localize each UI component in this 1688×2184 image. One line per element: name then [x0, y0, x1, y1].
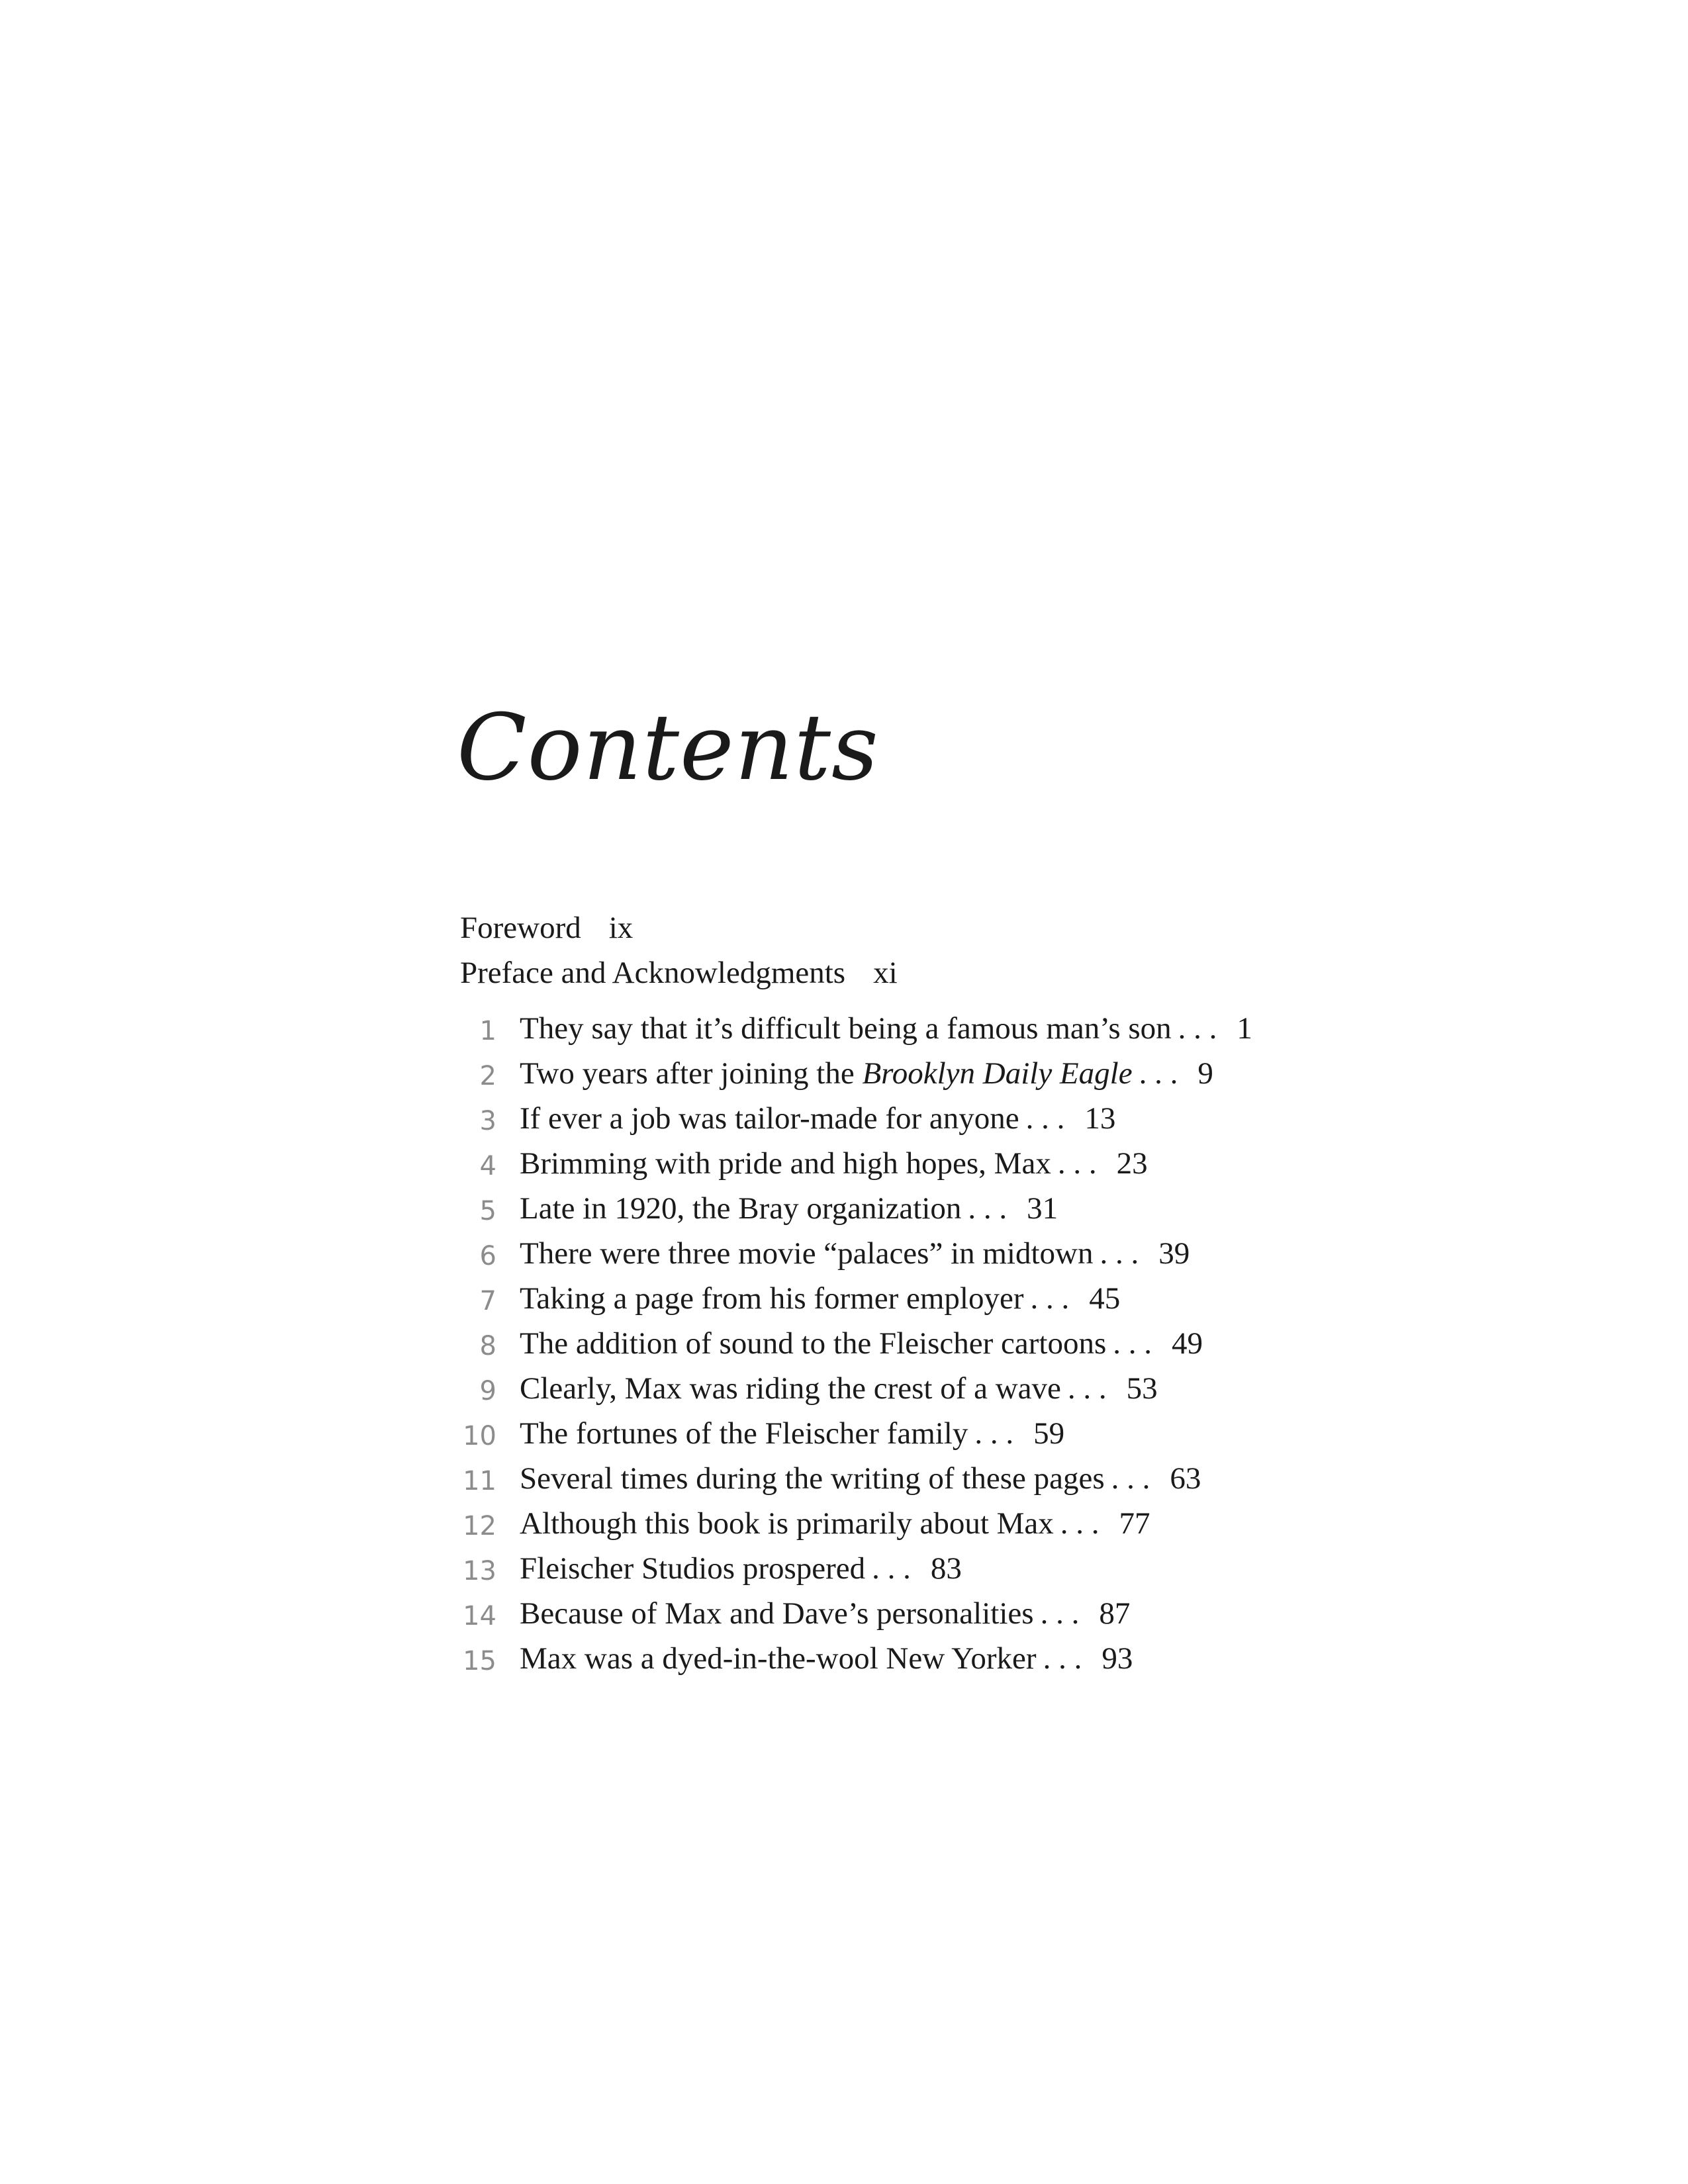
- chapter-number: 11: [463, 1466, 496, 1496]
- chapter-title: Brimming with pride and high hopes, Max: [520, 1146, 1051, 1181]
- front-matter-label: Foreword: [460, 911, 581, 945]
- chapter-page-number: 31: [1027, 1191, 1058, 1226]
- front-matter-label: Preface and Acknowledgments: [460, 956, 846, 990]
- chapter-page-number: 53: [1126, 1371, 1158, 1406]
- chapter-title: Late in 1920, the Bray organization: [520, 1191, 962, 1226]
- chapter-entry-text: [520, 1144, 1148, 1183]
- chapter-page-number: 77: [1119, 1506, 1150, 1541]
- chapter-page-number: 23: [1116, 1146, 1148, 1181]
- ellipsis: . . .: [1067, 1371, 1107, 1406]
- chapter-page-number: 13: [1084, 1101, 1116, 1136]
- ellipsis: . . .: [1111, 1461, 1150, 1496]
- chapter-page-number: 45: [1089, 1281, 1121, 1316]
- chapter-number: 12: [463, 1511, 496, 1541]
- ellipsis: . . .: [872, 1551, 911, 1586]
- chapter-title: Although this book is primarily about Max: [520, 1506, 1054, 1541]
- chapter-number: 10: [463, 1421, 496, 1451]
- chapter-entry-text: [520, 1369, 1158, 1408]
- ellipsis: . . .: [1040, 1596, 1080, 1631]
- chapter-entry-text: [520, 1504, 1150, 1543]
- ellipsis: . . .: [1030, 1281, 1070, 1316]
- ellipsis: . . .: [974, 1416, 1014, 1451]
- chapter-title: The fortunes of the Fleischer family: [520, 1416, 968, 1451]
- chapter-entry-text: [520, 1054, 1213, 1093]
- chapter-entry-text: [520, 1279, 1120, 1318]
- chapter-title: Max was a dyed-in-the-wool New Yorker: [520, 1641, 1037, 1676]
- chapter-entry-text: [520, 1459, 1201, 1498]
- chapter-title: Taking a page from his former employer: [520, 1281, 1024, 1316]
- chapter-title: Clearly, Max was riding the crest of a wave: [520, 1371, 1061, 1406]
- chapter-page-number: 59: [1033, 1416, 1065, 1451]
- chapter-entry-text: [520, 1234, 1190, 1273]
- chapter-page-number: 63: [1170, 1461, 1201, 1496]
- ellipsis: . . .: [1139, 1056, 1178, 1091]
- front-matter-entry-preface: [460, 953, 898, 993]
- chapter-page-number: 87: [1099, 1596, 1131, 1631]
- chapter-title: There were three movie “palaces” in midtown: [520, 1236, 1094, 1271]
- chapter-number: 7: [479, 1286, 496, 1316]
- chapter-entry-text: [520, 1549, 962, 1588]
- ellipsis: . . .: [1025, 1101, 1065, 1136]
- front-matter-entry-foreword: [460, 908, 633, 948]
- front-matter-page: xi: [873, 956, 898, 990]
- chapter-entry-text: [520, 1414, 1064, 1453]
- chapter-number: 6: [479, 1241, 496, 1271]
- chapter-page-number: 1: [1237, 1011, 1252, 1046]
- chapter-number: 5: [479, 1196, 496, 1226]
- chapter-title: They say that it’s difficult being a famous man’s son: [520, 1011, 1172, 1046]
- chapter-number: 2: [479, 1061, 496, 1091]
- ellipsis: . . .: [1100, 1236, 1139, 1271]
- chapter-page-number: 93: [1102, 1641, 1133, 1676]
- chapter-title: If ever a job was tailor-made for anyone: [520, 1101, 1019, 1136]
- chapter-title-italic: Brooklyn Daily Eagle: [862, 1056, 1133, 1091]
- chapter-title: The addition of sound to the Fleischer cartoons: [520, 1326, 1107, 1361]
- chapter-number: 13: [463, 1556, 496, 1586]
- page-title: Contents: [457, 694, 879, 801]
- ellipsis: . . .: [1057, 1146, 1097, 1181]
- chapter-entry-text: [520, 1189, 1058, 1228]
- chapter-number: 9: [479, 1376, 496, 1406]
- chapter-entry-text: [520, 1099, 1115, 1138]
- chapter-title: Fleischer Studios prospered: [520, 1551, 866, 1586]
- ellipsis: . . .: [1043, 1641, 1082, 1676]
- chapter-entry-text: [520, 1324, 1203, 1363]
- front-matter-page: ix: [608, 911, 633, 945]
- ellipsis: . . .: [1060, 1506, 1100, 1541]
- chapter-number: 1: [479, 1016, 496, 1046]
- ellipsis: . . .: [1113, 1326, 1152, 1361]
- chapter-page-number: 39: [1158, 1236, 1190, 1271]
- chapter-page-number: 83: [930, 1551, 962, 1586]
- chapter-number: 14: [463, 1601, 496, 1631]
- chapter-entry-text: [520, 1009, 1252, 1048]
- chapter-title: Two years after joining the: [520, 1056, 863, 1091]
- chapter-page-number: 9: [1197, 1056, 1213, 1091]
- chapter-number: 15: [463, 1646, 496, 1676]
- chapter-number: 4: [479, 1151, 496, 1181]
- chapter-title: Several times during the writing of these pages: [520, 1461, 1105, 1496]
- chapter-number: 3: [479, 1106, 496, 1136]
- chapter-entry-text: [520, 1594, 1130, 1633]
- ellipsis: . . .: [968, 1191, 1008, 1226]
- chapter-entry-text: [520, 1639, 1133, 1678]
- ellipsis: . . .: [1178, 1011, 1217, 1046]
- chapter-page-number: 49: [1172, 1326, 1203, 1361]
- chapter-number: 8: [479, 1331, 496, 1361]
- chapter-title: Because of Max and Dave’s personalities: [520, 1596, 1034, 1631]
